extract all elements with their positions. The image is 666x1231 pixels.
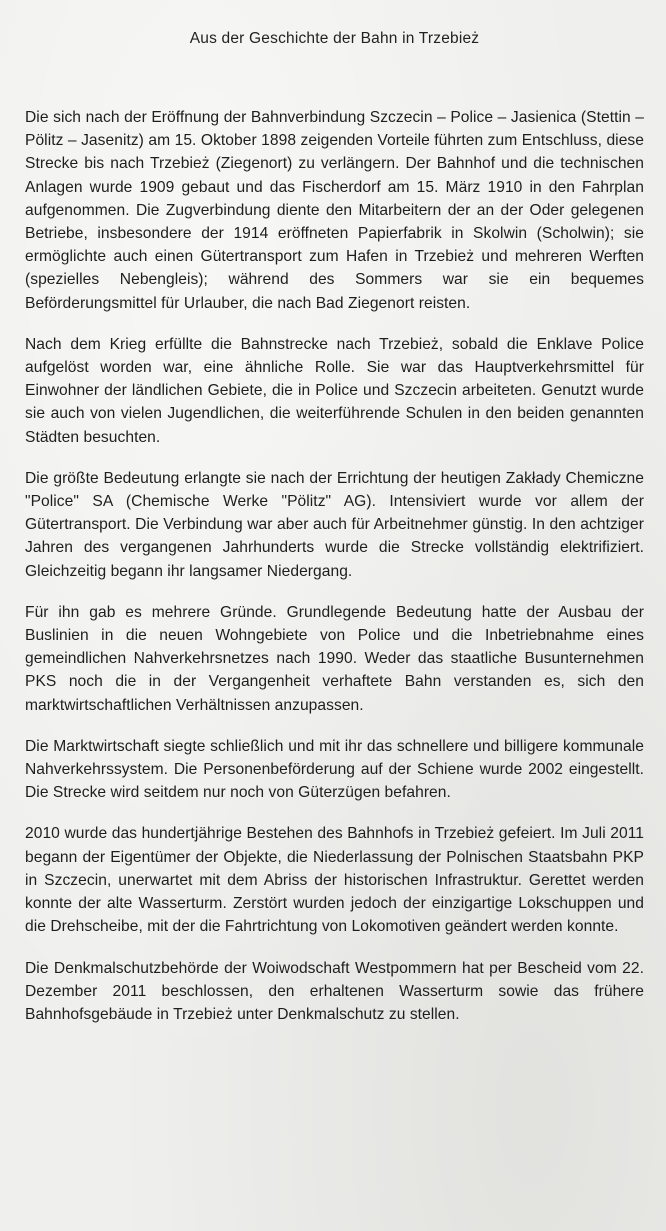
- paragraph-centenary: 2010 wurde das hundertjährige Bestehen des Bahnhofs in Trzebież gefeiert. Im Juli 2011 begann der Eigentümer der Objekte, die Niederlassung der Polnischen Staatsbahn PKP in Szczecin, unerwartet mit dem Abriss der historischen Infrastruktur. Gerettet werden konnte der alte Wasserturm. Zerstört wurden jedoch der einzigartige Lokschuppen und die Drehscheibe, mit der die Fahrtrichtung von Lokomotiven geändert werden konnte.: [25, 825, 644, 936]
- page-title: Aus der Geschichte der Bahn in Trzebież: [189, 30, 480, 47]
- paragraph-postwar: Nach dem Krieg erfüllte die Bahnstrecke nach Trzebież, sobald die Enklave Police aufgelöst worden war, eine ähnliche Rolle. Sie war das Hauptverkehrsmittel für Einwohner der ländlichen Gebiete, die in Police und Szczecin arbeiteten. Genutzt wurde sie auch von vielen Jugendlichen, die weiterführende Schulen in den beiden genannten Städten besuchten.: [25, 335, 644, 446]
- paragraph-monument-protection: Die Denkmalschutzbehörde der Woiwodschaft Westpommern hat per Bescheid vom 22. Dezember 2011 beschlossen, den erhaltenen Wasserturm sowie das frühere Bahnhofsgebäude in Trzebież unter Denkmalschutz zu stellen.: [25, 959, 644, 1023]
- paragraph-chemical-works: Die größte Bedeutung erlangte sie nach der Errichtung der heutigen Zakłady Chemiczne "Police" SA (Chemische Werke "Pölitz" AG). Intensiviert wurde vor allem der Gütertransport. Die Verbindung war aber auch für Arbeitnehmer günstig. In den achtziger Jahren des vergangenen Jahrhunderts wurde die Strecke vollständig elektrifiziert. Gleichzeitig begann ihr langsamer Niedergang.: [25, 469, 644, 580]
- paragraph-founding: Die sich nach der Eröffnung der Bahnverbindung Szczecin – Police – Jasienica (Stettin – Pölitz – Jasenitz) am 15. Oktober 1898 zeigenden Vorteile führten zum Entschluss, diese Strecke bis nach Trzebież (Ziegenort) zu verlängern. Der Bahnhof und die technischen Anlagen wurde 1909 gebaut und das Fischerdorf am 15. März 1910 in den Fahrplan aufgenommen. Die Zugverbindung diente den Mitarbeitern der an der Oder gelegenen Betriebe, insbesondere der 1914 eröffneten Papierfabrik in Skolwin (Scholwin); sie ermöglichte auch einen Gütertransport zum Hafen in Trzebież und mehreren Werften (spezielles Nebengleis); während des Sommers war sie ein bequemes Beförderungsmittel für Urlauber, die nach Bad Ziegenort reisten.: [25, 109, 644, 312]
- paragraph-market-economy: Die Marktwirtschaft siegte schließlich und mit ihr das schnellere und billigere kommunale Nahverkehrssystem. Die Personenbeförderung auf der Schiene wurde 2002 eingestellt. Die Strecke wird seitdem nur noch von Güterzügen befahren.: [25, 737, 644, 802]
- paragraph-decline-reasons: Für ihn gab es mehrere Gründe. Grundlegende Bedeutung hatte der Ausbau der Buslinien in die neuen Wohngebiete von Police und die Inbetriebnahme eines gemeindlichen Nahverkehrsnetzes nach 1990. Weder das staatliche Busunternehmen PKS noch die in der Vergangenheit verhaftete Bahn verstanden es, sich den marktwirtschaftlichen Verhältnissen anzupassen.: [25, 603, 644, 714]
